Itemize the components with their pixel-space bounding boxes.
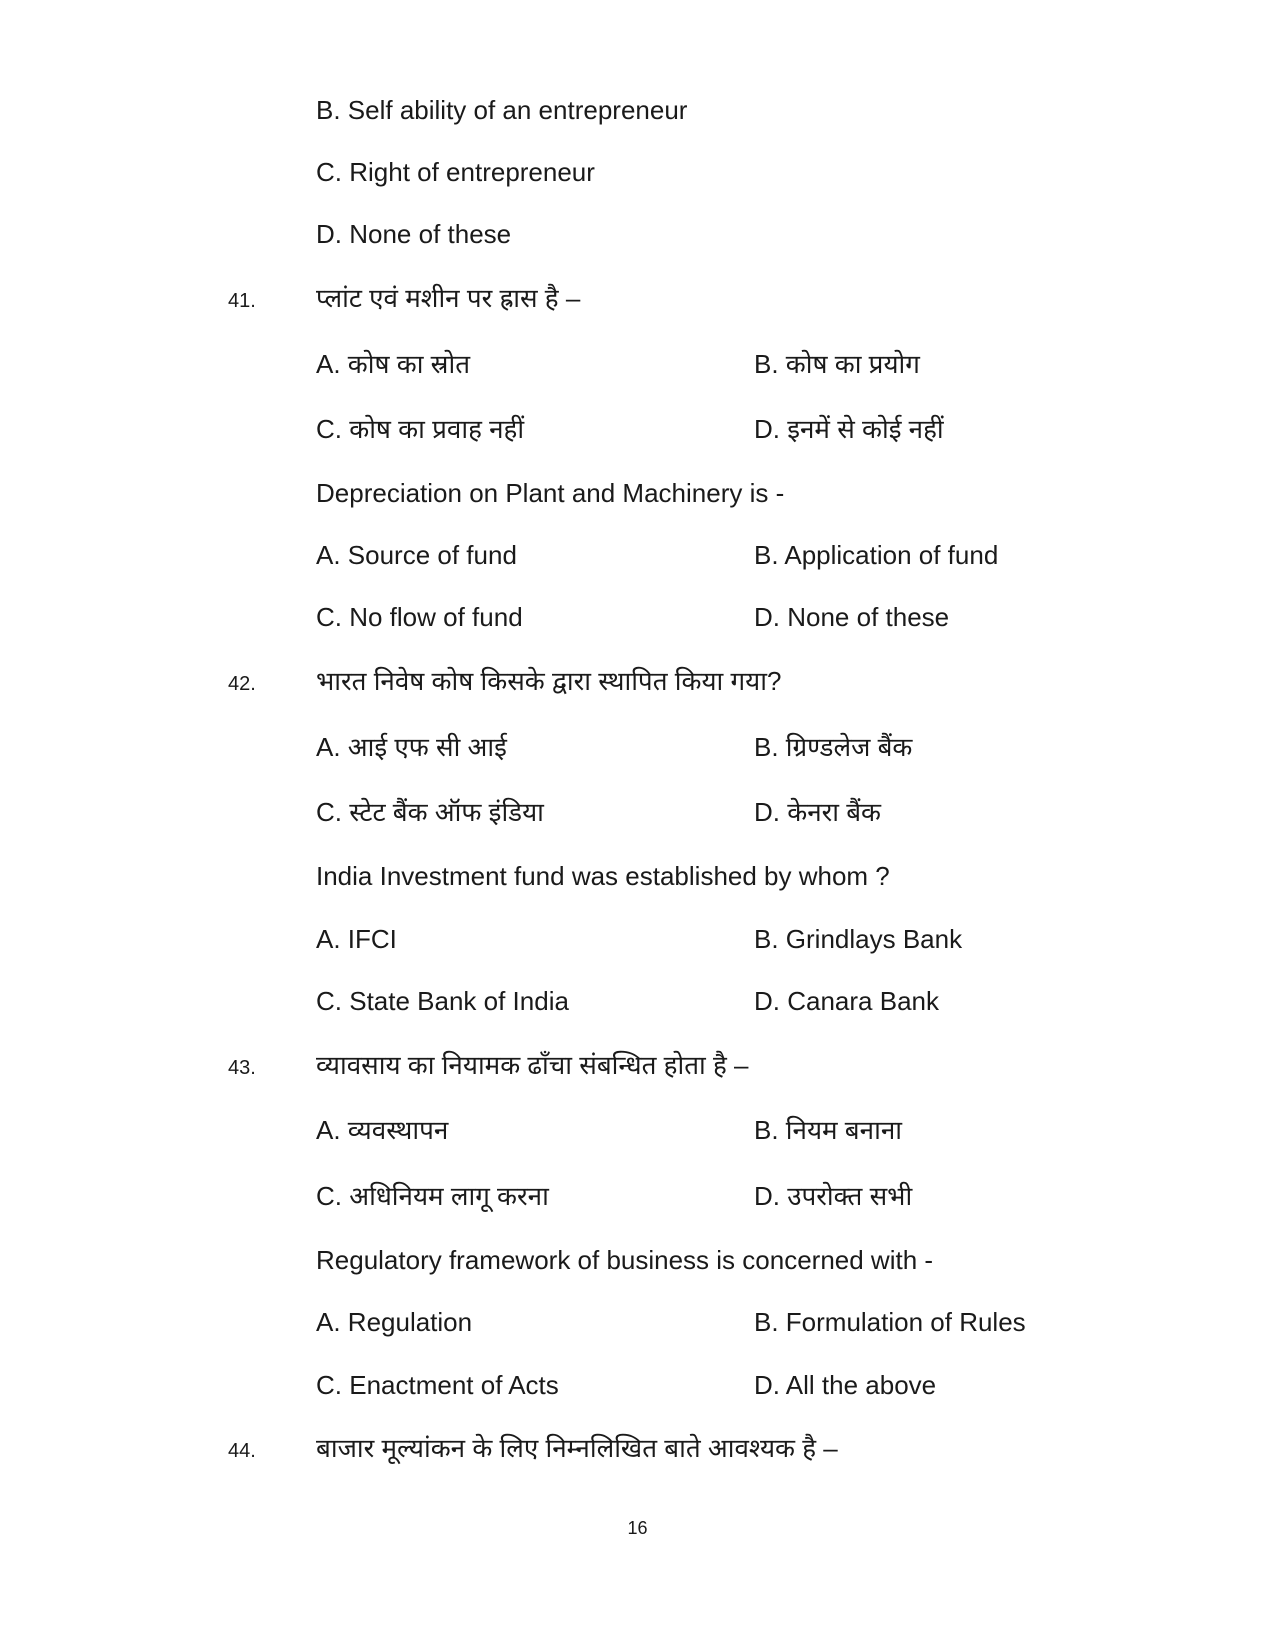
question-number: 41. xyxy=(228,290,256,312)
question-number: 42. xyxy=(228,673,256,695)
option-d-hindi: D. केनरा बैंक xyxy=(754,797,882,827)
option-c-english: C. State Bank of India xyxy=(316,986,569,1016)
question-hindi: भारत निवेष कोष किसके द्वारा स्थापित किया गया? xyxy=(316,666,782,696)
question-hindi: बाजार मूल्यांकन के लिए निम्नलिखित बाते आवश्यक है – xyxy=(316,1433,838,1463)
option-d-english: D. All the above xyxy=(754,1370,937,1400)
option-b-english: B. Formulation of Rules xyxy=(754,1307,1026,1337)
option-b-hindi: B. नियम बनाना xyxy=(754,1115,902,1145)
question-number: 44. xyxy=(228,1440,256,1462)
option-a-hindi: A. कोष का स्रोत xyxy=(316,349,471,379)
option-b-hindi: B. कोष का प्रयोग xyxy=(754,349,920,379)
option-a-english: A. Regulation xyxy=(316,1307,473,1337)
option-a-english: A. IFCI xyxy=(316,924,397,954)
page-number: 16 xyxy=(627,1518,648,1538)
option-c-hindi: C. अधिनियम लागू करना xyxy=(316,1181,549,1211)
question-english: India Investment fund was established by whom ? xyxy=(316,861,890,891)
option-d-hindi: D. इनमें से कोई नहीं xyxy=(754,414,944,444)
option-d-english: D. None of these xyxy=(754,602,950,632)
option-c-english: C. Enactment of Acts xyxy=(316,1370,559,1400)
question-number: 43. xyxy=(228,1057,256,1079)
option-d-english: D. Canara Bank xyxy=(754,986,939,1016)
option-c-hindi: C. कोष का प्रवाह नहीं xyxy=(316,414,525,444)
option-b-english: B. Application of fund xyxy=(754,540,999,570)
question-hindi: व्यावसाय का नियामक ढाँचा संबन्धित होता है – xyxy=(316,1050,749,1080)
option-a-english: A. Source of fund xyxy=(316,540,517,570)
question-hindi: प्लांट एवं मशीन पर ह्रास है – xyxy=(316,283,581,313)
option-a-hindi: A. आई एफ सी आई xyxy=(316,732,507,762)
option-c: C. Right of entrepreneur xyxy=(316,157,595,187)
option-d-hindi: D. उपरोक्त सभी xyxy=(754,1181,913,1211)
option-b-english: B. Grindlays Bank xyxy=(754,924,963,954)
option-a-hindi: A. व्यवस्थापन xyxy=(316,1115,449,1145)
option-b: B. Self ability of an entrepreneur xyxy=(316,95,688,125)
option-c-english: C. No flow of fund xyxy=(316,602,523,632)
question-english: Regulatory framework of business is concerned with - xyxy=(316,1245,934,1275)
option-c-hindi: C. स्टेट बैंक ऑफ इंडिया xyxy=(316,797,544,827)
option-b-hindi: B. ग्रिण्डलेज बैंक xyxy=(754,732,913,762)
question-english: Depreciation on Plant and Machinery is - xyxy=(316,478,785,508)
option-d: D. None of these xyxy=(316,219,512,249)
